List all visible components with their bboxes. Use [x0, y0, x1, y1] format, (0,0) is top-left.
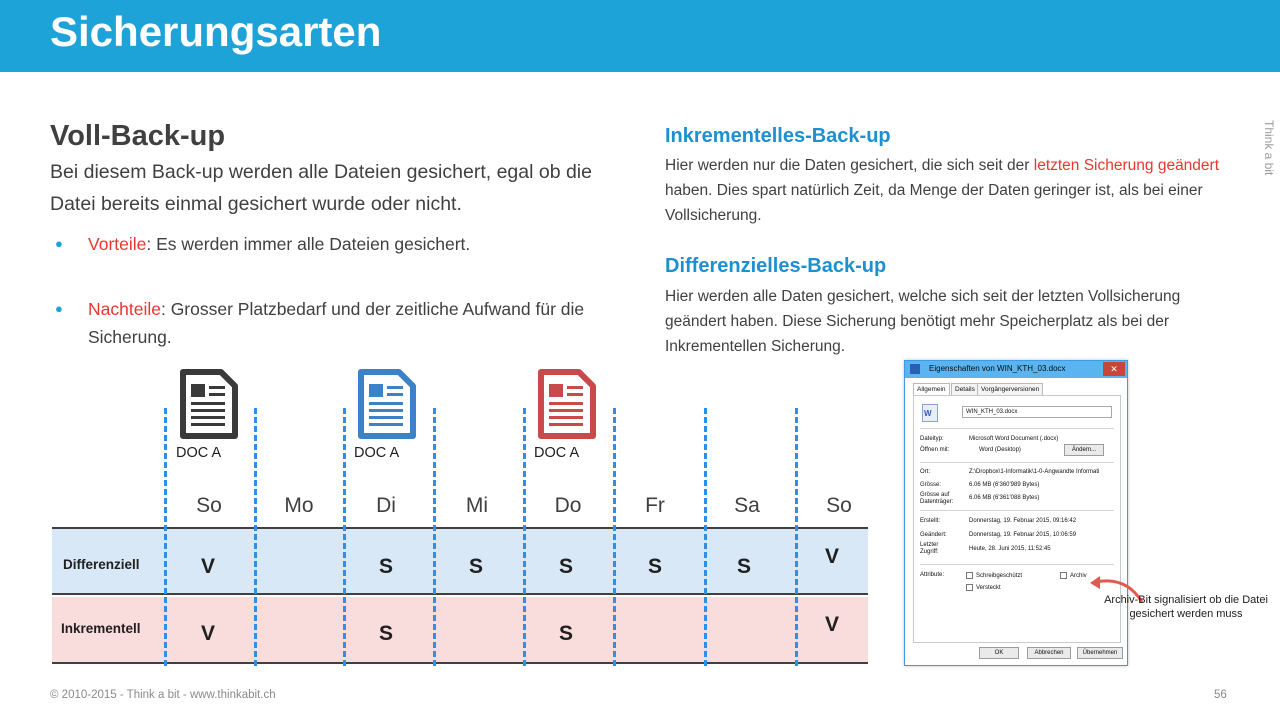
backup-mark: V [200, 555, 215, 578]
field-label: Ort: [920, 469, 930, 475]
page-number: 56 [1214, 689, 1227, 701]
day-separator [613, 408, 616, 666]
day-separator [795, 408, 798, 666]
bullet-dot-icon: ● [55, 301, 63, 316]
page-title: Sicherungsarten [50, 8, 382, 55]
checkbox-schreibgeschuetzt[interactable] [966, 572, 973, 579]
checkbox-label: Versteckt [976, 585, 1001, 591]
backup-mark: V [824, 613, 839, 636]
field-label: Öffnen mit: [920, 447, 950, 453]
document-icon [537, 368, 597, 440]
backup-mark: S [378, 555, 393, 578]
field-value: 6.06 MB (6'361'088 Bytes) [969, 495, 1040, 501]
backup-mark: S [378, 622, 393, 645]
day-label: Do [554, 494, 582, 517]
apply-button[interactable]: Übernehmen [1077, 647, 1123, 659]
field-label: Grösse: [920, 482, 942, 488]
close-icon[interactable]: ✕ [1103, 362, 1125, 376]
doc-label: DOC A [534, 445, 580, 461]
document-icon [179, 368, 239, 440]
bullet-body: : Es werden immer alle Dateien gesichert. [146, 234, 471, 254]
divider [920, 428, 1114, 429]
backup-mark: S [558, 622, 573, 645]
field-value: Word (Desktop) [979, 447, 1021, 453]
inkrementell-heading: Inkrementelles-Back-up [665, 125, 891, 147]
inkrementell-text [665, 153, 1240, 228]
field-label: Dateityp: [920, 436, 944, 442]
day-label: Mo [284, 494, 314, 517]
change-button[interactable]: Ändern... [1064, 444, 1104, 456]
field-value: Heute, 28. Juni 2015, 11:52:45 [969, 546, 1051, 552]
day-separator [254, 408, 257, 666]
day-separator [704, 408, 707, 666]
checkbox-label: Schreibgeschützt [976, 573, 1023, 579]
day-label: Mi [465, 494, 489, 517]
cancel-button[interactable]: Abbrechen [1027, 647, 1071, 659]
backup-mark: S [647, 555, 662, 578]
filename-field[interactable]: WIN_KTH_03.docx [962, 406, 1112, 418]
backup-mark: V [200, 622, 215, 645]
word-document-icon [922, 404, 938, 422]
checkbox-archiv[interactable] [1060, 572, 1067, 579]
field-label: Letzter Zugriff: [920, 542, 939, 555]
field-value: Microsoft Word Document (.docx) [969, 436, 1059, 442]
dialog-title: Eigenschaften von WIN_KTH_03.docx [929, 364, 1066, 373]
footer-copyright: © 2010-2015 - Think a bit - www.thinkabit.ch [50, 689, 276, 701]
voll-backup-text: Bei diesem Back-up werden alle Dateien gesichert, egal ob die Datei bereits einmal gesichert wurde oder nicht. [50, 161, 592, 215]
properties-dialog [904, 360, 1128, 666]
day-separator [433, 408, 436, 666]
tab-details[interactable]: Details [951, 383, 979, 396]
voll-backup-heading: Voll-Back-up [50, 120, 226, 152]
field-value: Donnerstag, 19. Februar 2015, 09:16:42 [969, 518, 1077, 524]
field-value: 6.06 MB (6'360'989 Bytes) [969, 482, 1040, 488]
field-label: Grösse auf Datenträger: [920, 492, 954, 505]
differenziell-text: Hier werden alle Daten gesichert, welche sich seit der letzten Vollsicherung geändert haben. Diese Sicherung benötigt mehr Speicherplatz als bei der Inkrementellen Sicherung. [665, 288, 1181, 355]
field-label: Geändert: [920, 532, 947, 538]
backup-mark: V [824, 545, 839, 568]
doc-label: DOC A [354, 445, 400, 461]
day-separator [164, 408, 167, 666]
backup-mark: S [468, 555, 483, 578]
dialog-titlebar [905, 361, 1127, 378]
bullet-text [88, 230, 598, 258]
field-label: Attribute: [920, 572, 945, 578]
day-separator [343, 408, 346, 666]
checkbox-label: Archiv [1070, 573, 1087, 579]
day-separator [523, 408, 526, 666]
inkrementell-highlight: letzten Sicherung geändert [1033, 157, 1220, 174]
word-app-icon [910, 364, 920, 374]
row-inkrementell [52, 597, 868, 664]
archiv-bit-note: Archiv-Bit signalisiert ob die Datei gesichert werden muss [1104, 594, 1268, 620]
day-label: Sa [734, 494, 760, 517]
field-label: Erstellt: [920, 518, 941, 524]
bullet-text [88, 295, 598, 351]
backup-mark: S [558, 555, 573, 578]
side-brand-label: Think a bit [1262, 120, 1276, 176]
divider [920, 462, 1114, 463]
document-icon [357, 368, 417, 440]
bullet-dot-icon: ● [55, 236, 63, 251]
divider [920, 510, 1114, 511]
day-label: So [826, 494, 852, 517]
day-label: Di [376, 494, 396, 517]
day-label: Fr [645, 494, 665, 517]
backup-mark: S [736, 555, 751, 578]
row-label-inkrementell: Inkrementell [61, 621, 141, 636]
checkbox-versteckt[interactable] [966, 584, 973, 591]
bullet-label: Nachteile [88, 299, 161, 319]
day-label: So [196, 494, 222, 517]
bullet-label: Vorteile [88, 234, 147, 254]
ok-button[interactable]: OK [979, 647, 1019, 659]
doc-label: DOC A [176, 445, 222, 461]
field-value: Z:\Dropbox\1-Informatik\1-0-Angwandte Informati [969, 469, 1100, 475]
inkrementell-text-part: Hier werden nur die Daten gesichert, die sich seit der [665, 157, 1034, 174]
divider [920, 564, 1114, 565]
title-bar [0, 0, 1280, 72]
row-label-differenziell: Differenziell [63, 557, 140, 572]
field-value: Donnerstag, 19. Februar 2015, 10:06:59 [969, 532, 1077, 538]
bullet-body: : Grosser Platzbedarf und der zeitliche Aufwand für die Sicherung. [88, 299, 585, 347]
inkrementell-text-part: haben. Dies spart natürlich Zeit, da Menge der Daten geringer ist, als bei einer Vollsicherung. [665, 182, 1203, 224]
tab-allgemein[interactable]: Allgemein [913, 383, 950, 396]
differenziell-heading: Differenzielles-Back-up [665, 255, 887, 277]
tab-vorgaengerversionen[interactable]: Vorgängerversionen [977, 383, 1043, 396]
